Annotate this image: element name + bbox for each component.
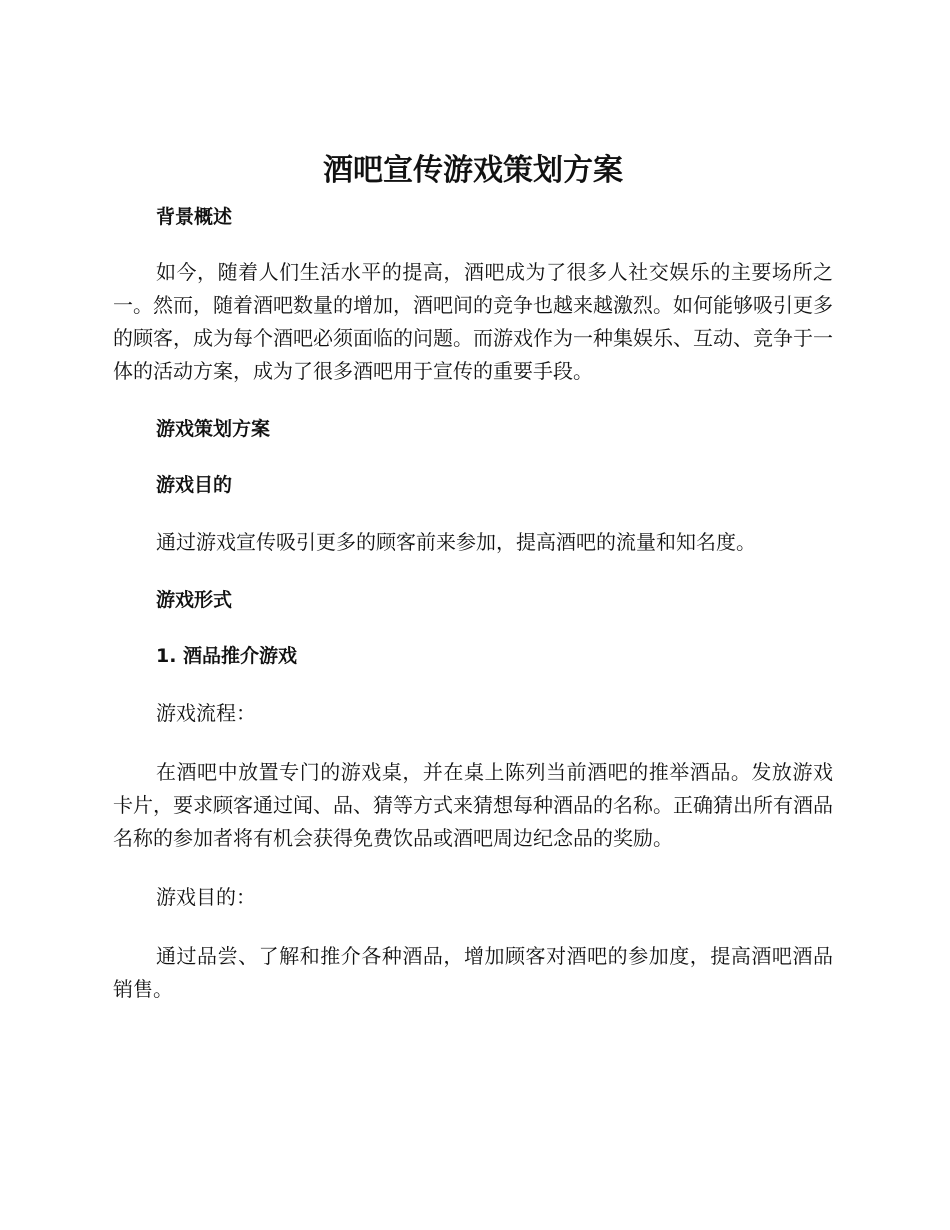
spacer xyxy=(113,914,833,940)
spacer xyxy=(113,500,833,526)
paragraph-process: 在酒吧中放置专门的游戏桌，并在桌上陈列当前酒吧的推举酒品。发放游戏卡片，要求顾客通过闻、品、猜等方式来猜想每种酒品的名称。正确猜出所有酒品名称的参加者将有机会获得免费饮品或酒吧周边纪念品的奖励。 xyxy=(113,760,833,850)
spacer xyxy=(113,615,833,641)
section-heading-goal: 游戏目的 xyxy=(156,474,233,496)
section-heading-game1: 1. 酒品推介游戏 xyxy=(156,645,298,667)
spacer xyxy=(113,388,833,414)
spacer xyxy=(113,730,833,756)
spacer xyxy=(113,444,833,470)
paragraph-purpose: 通过品尝、了解和推介各种酒品，增加顾客对酒吧的参加度，提高酒吧酒品销售。 xyxy=(113,944,833,1001)
spacer xyxy=(113,232,833,256)
section-heading-plan: 游戏策划方案 xyxy=(156,418,271,440)
paragraph-goal: 通过游戏宣传吸引更多的顾客前来参加，提高酒吧的流量和知名度。 xyxy=(156,530,756,554)
section-heading-background: 背景概述 xyxy=(156,206,233,228)
page-title: 酒吧宣传游戏策划方案 xyxy=(323,153,623,188)
section-heading-form: 游戏形式 xyxy=(156,589,233,611)
label-process: 游戏流程： xyxy=(156,701,256,725)
paragraph-background: 如今，随着人们生活水平的提高，酒吧成为了很多人社交娱乐的主要场所之一。然而，随着酒吧数量的增加，酒吧间的竞争也越来越激烈。如何能够吸引更多的顾客，成为每个酒吧必须面临的问题。而游戏作为一种集娱乐、互动、竞争于一体的活动方案，成为了很多酒吧用于宣传的重要手段。 xyxy=(113,260,833,383)
document-content xyxy=(113,146,833,1006)
label-purpose: 游戏目的： xyxy=(156,885,256,909)
spacer xyxy=(113,671,833,697)
spacer xyxy=(113,855,833,881)
spacer xyxy=(113,559,833,585)
